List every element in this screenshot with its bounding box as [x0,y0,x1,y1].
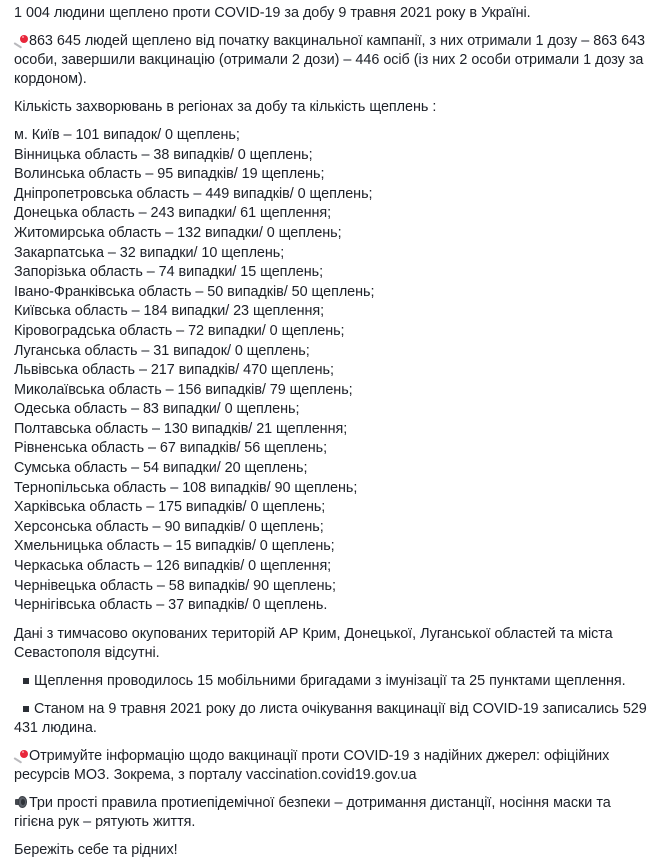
list-item: Волинська область – 95 випадків/ 19 щеплень; [14,166,325,183]
list-item: Івано-Франківська область – 50 випадків/ 50 щеплень; [14,283,375,300]
list-item: Луганська область – 31 випадок/ 0 щеплень; [14,342,310,359]
safety-rules-paragraph [14,794,651,833]
list-item: Київська область – 184 випадки/ 23 щеплення; [14,303,325,320]
list-item: Одеська область – 83 випадки/ 0 щеплень; [14,401,300,418]
closing-paragraph: Бережіть себе та рідних! [14,842,178,858]
list-item: Херсонська область – 90 випадків/ 0 щеплень; [14,518,324,535]
list-item: Черкаська область – 126 випадків/ 0 щеплення; [14,558,332,575]
square-bullet-icon [23,706,29,712]
list-item: Дніпропетровська область – 449 випадків/ 0 щеплень; [14,185,373,202]
list-item: Полтавська область – 130 випадків/ 21 щеплення; [14,420,348,437]
list-item: Миколаївська область – 156 випадків/ 79 щеплень; [14,381,353,398]
square-bullet-icon [23,678,29,684]
list-item: Житомирська область – 132 випадки/ 0 щеплень; [14,224,342,241]
list-item: Донецька область – 243 випадки/ 61 щеплення; [14,205,332,222]
list-item: Сумська область – 54 випадки/ 20 щеплень; [14,460,308,477]
list-item: Харківська область – 175 випадків/ 0 щеплень; [14,499,326,516]
list-item: Хмельницька область – 15 випадків/ 0 щеплень; [14,538,335,555]
occupied-territories-note: Дані з тимчасово окупованих територій АР Крим, Донецької, Луганської областей та міста Севастополя відсутні. [14,625,613,662]
info-sources-paragraph [14,747,651,786]
list-item: Закарпатська – 32 випадки/ 10 щеплень; [14,244,285,261]
pushpin-icon [14,749,29,762]
list-item: Вінницька область – 38 випадків/ 0 щеплень; [14,146,313,163]
list-item: Запорізька область – 74 випадки/ 15 щеплень; [14,264,324,281]
waiting-list-bullet [14,700,651,739]
list-item: Тернопільська область – 108 випадків/ 90 щеплень; [14,479,358,496]
waiting-list-text: Станом на 9 травня 2021 року до листа очікування вакцинації від COVID-19 записались 529 431 людина. [14,700,647,737]
list-item: Кіровоградська область – 72 випадки/ 0 щеплень; [14,322,345,339]
vaccination-summary-text: 863 645 людей щеплено від початку вакцинальної кампанії, з них отримали 1 дозу – 863 643 особи, завершили вакцинацію (отримали 2 дози) – 446 осіб (із них 2 особи отримали 1 дозу за кордоном). [14,32,646,88]
vaccination-summary-paragraph [14,32,651,90]
list-item: м. Київ – 101 випадок/ 0 щеплень; [14,126,240,143]
mobile-brigades-bullet [14,672,651,691]
list-item: Рівненська область – 67 випадків/ 56 щеплень; [14,440,328,457]
safety-rules-text: Три прості правила протиепідемічної безпеки – дотримання дистанції, носіння маски та гігієна рук – рятують життя. [14,794,611,831]
info-sources-text: Отримуйте інформацію щодо вакцинації проти COVID-19 з надійних джерел: офіційних ресурсів МОЗ. Зокрема, з порталу vaccination.covid19.gov.ua [14,747,610,784]
list-item: Чернігівська область – 37 випадків/ 0 щеплень. [14,597,328,614]
intro-paragraph: 1 004 людини щеплено проти COVID-19 за добу 9 травня 2021 року в Україні. [14,5,531,21]
regions-heading: Кількість захворювань в регіонах за добу та кількість щеплень : [14,99,437,116]
mobile-brigades-text: Щеплення проводилось 15 мобільними бригадами з імунізації та 25 пунктами щеплення. [34,672,626,689]
list-item: Чернівецька область – 58 випадків/ 90 щеплень; [14,577,336,594]
pushpin-icon [14,34,29,47]
list-item: Львівська область – 217 випадків/ 470 щеплень; [14,362,334,379]
loudspeaker-icon [14,796,29,809]
region-case-list [14,126,651,616]
